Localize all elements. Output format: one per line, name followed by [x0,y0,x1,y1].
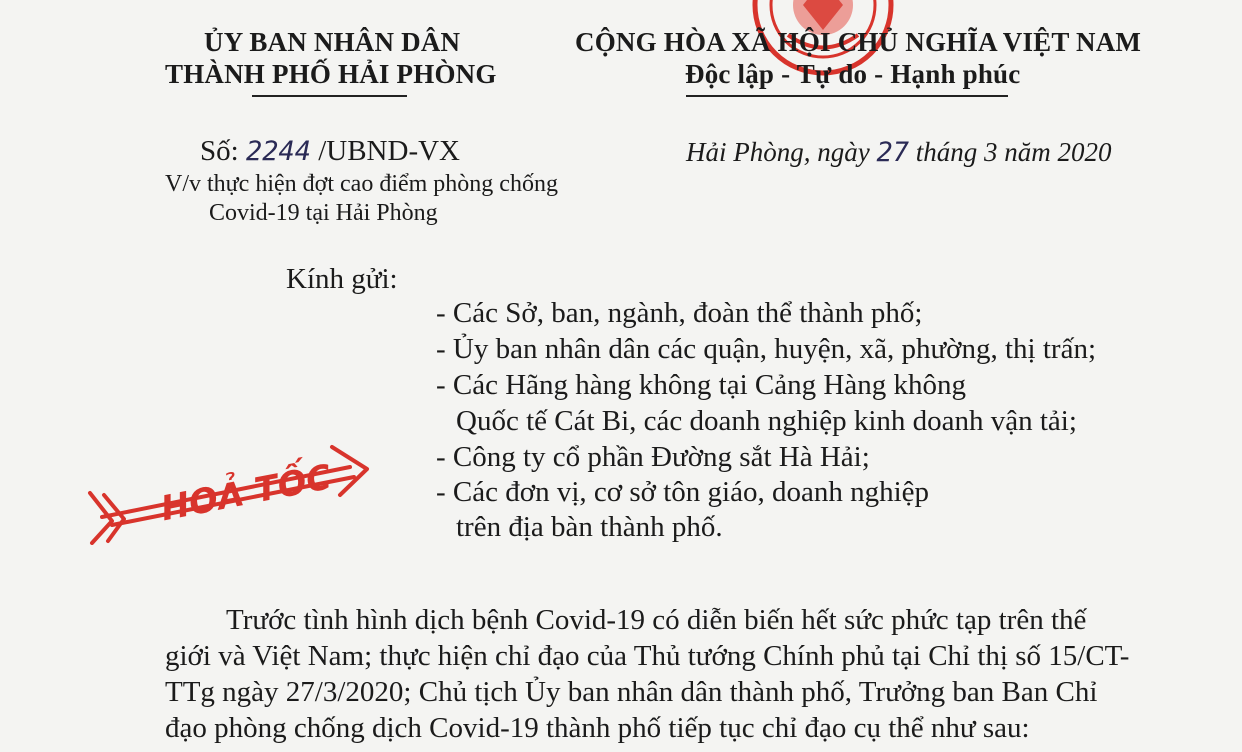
motto-underline [686,95,1008,97]
urgent-stamp-icon [82,425,372,545]
recipient-item-continued: trên địa bàn thành phố. [456,511,723,543]
ref-prefix: Số: [200,135,239,167]
recipients-label: Kính gửi: [286,263,398,295]
issuer-underline [252,95,407,97]
recipient-item: - Các đơn vị, cơ sở tôn giáo, doanh nghiệp [436,476,929,508]
issuer-line2: THÀNH PHỐ HẢI PHÒNG [165,59,497,89]
urgent-stamp-text: HOẢ TỐC [157,457,335,530]
issue-date [686,137,1112,168]
date-prefix: Hải Phòng, ngày [686,137,870,167]
body-line: TTg ngày 27/3/2020; Chủ tịch Ủy ban nhân dân thành phố, Trưởng ban Ban Chỉ [165,676,1098,708]
nation-title: CỘNG HÒA XÃ HỘI CHỦ NGHĨA VIỆT NAM [575,27,1142,57]
issuer-line1: ỦY BAN NHÂN DÂN [204,27,461,57]
ref-number-handwritten: 2244 [245,136,311,167]
ref-suffix: /UBND-VX [318,135,460,167]
nation-motto: Độc lập - Tự do - Hạnh phúc [685,59,1021,89]
body-line: Trước tình hình dịch bệnh Covid-19 có diễn biến hết sức phức tạp trên thế [226,604,1087,636]
subject-line2: Covid-19 tại Hải Phòng [209,200,438,226]
body-line: giới và Việt Nam; thực hiện chỉ đạo của Thủ tướng Chính phủ tại Chỉ thị số 15/CT- [165,640,1130,672]
date-day-handwritten: 27 [876,137,909,168]
body-line: đạo phòng chống dịch Covid-19 thành phố tiếp tục chỉ đạo cụ thể như sau: [165,712,1030,744]
recipient-item: - Ủy ban nhân dân các quận, huyện, xã, phường, thị trấn; [436,333,1097,365]
subject-line1: V/v thực hiện đợt cao điểm phòng chống [165,171,558,197]
reference-number [200,135,460,168]
recipient-item: - Các Hãng hàng không tại Cảng Hàng không [436,369,966,401]
date-suffix: tháng 3 năm 2020 [915,137,1112,167]
recipient-item-continued: Quốc tế Cát Bi, các doanh nghiệp kinh doanh vận tải; [456,405,1077,437]
recipient-item: - Công ty cổ phần Đường sắt Hà Hải; [436,441,870,473]
recipient-item: - Các Sở, ban, ngành, đoàn thể thành phố; [436,297,923,329]
